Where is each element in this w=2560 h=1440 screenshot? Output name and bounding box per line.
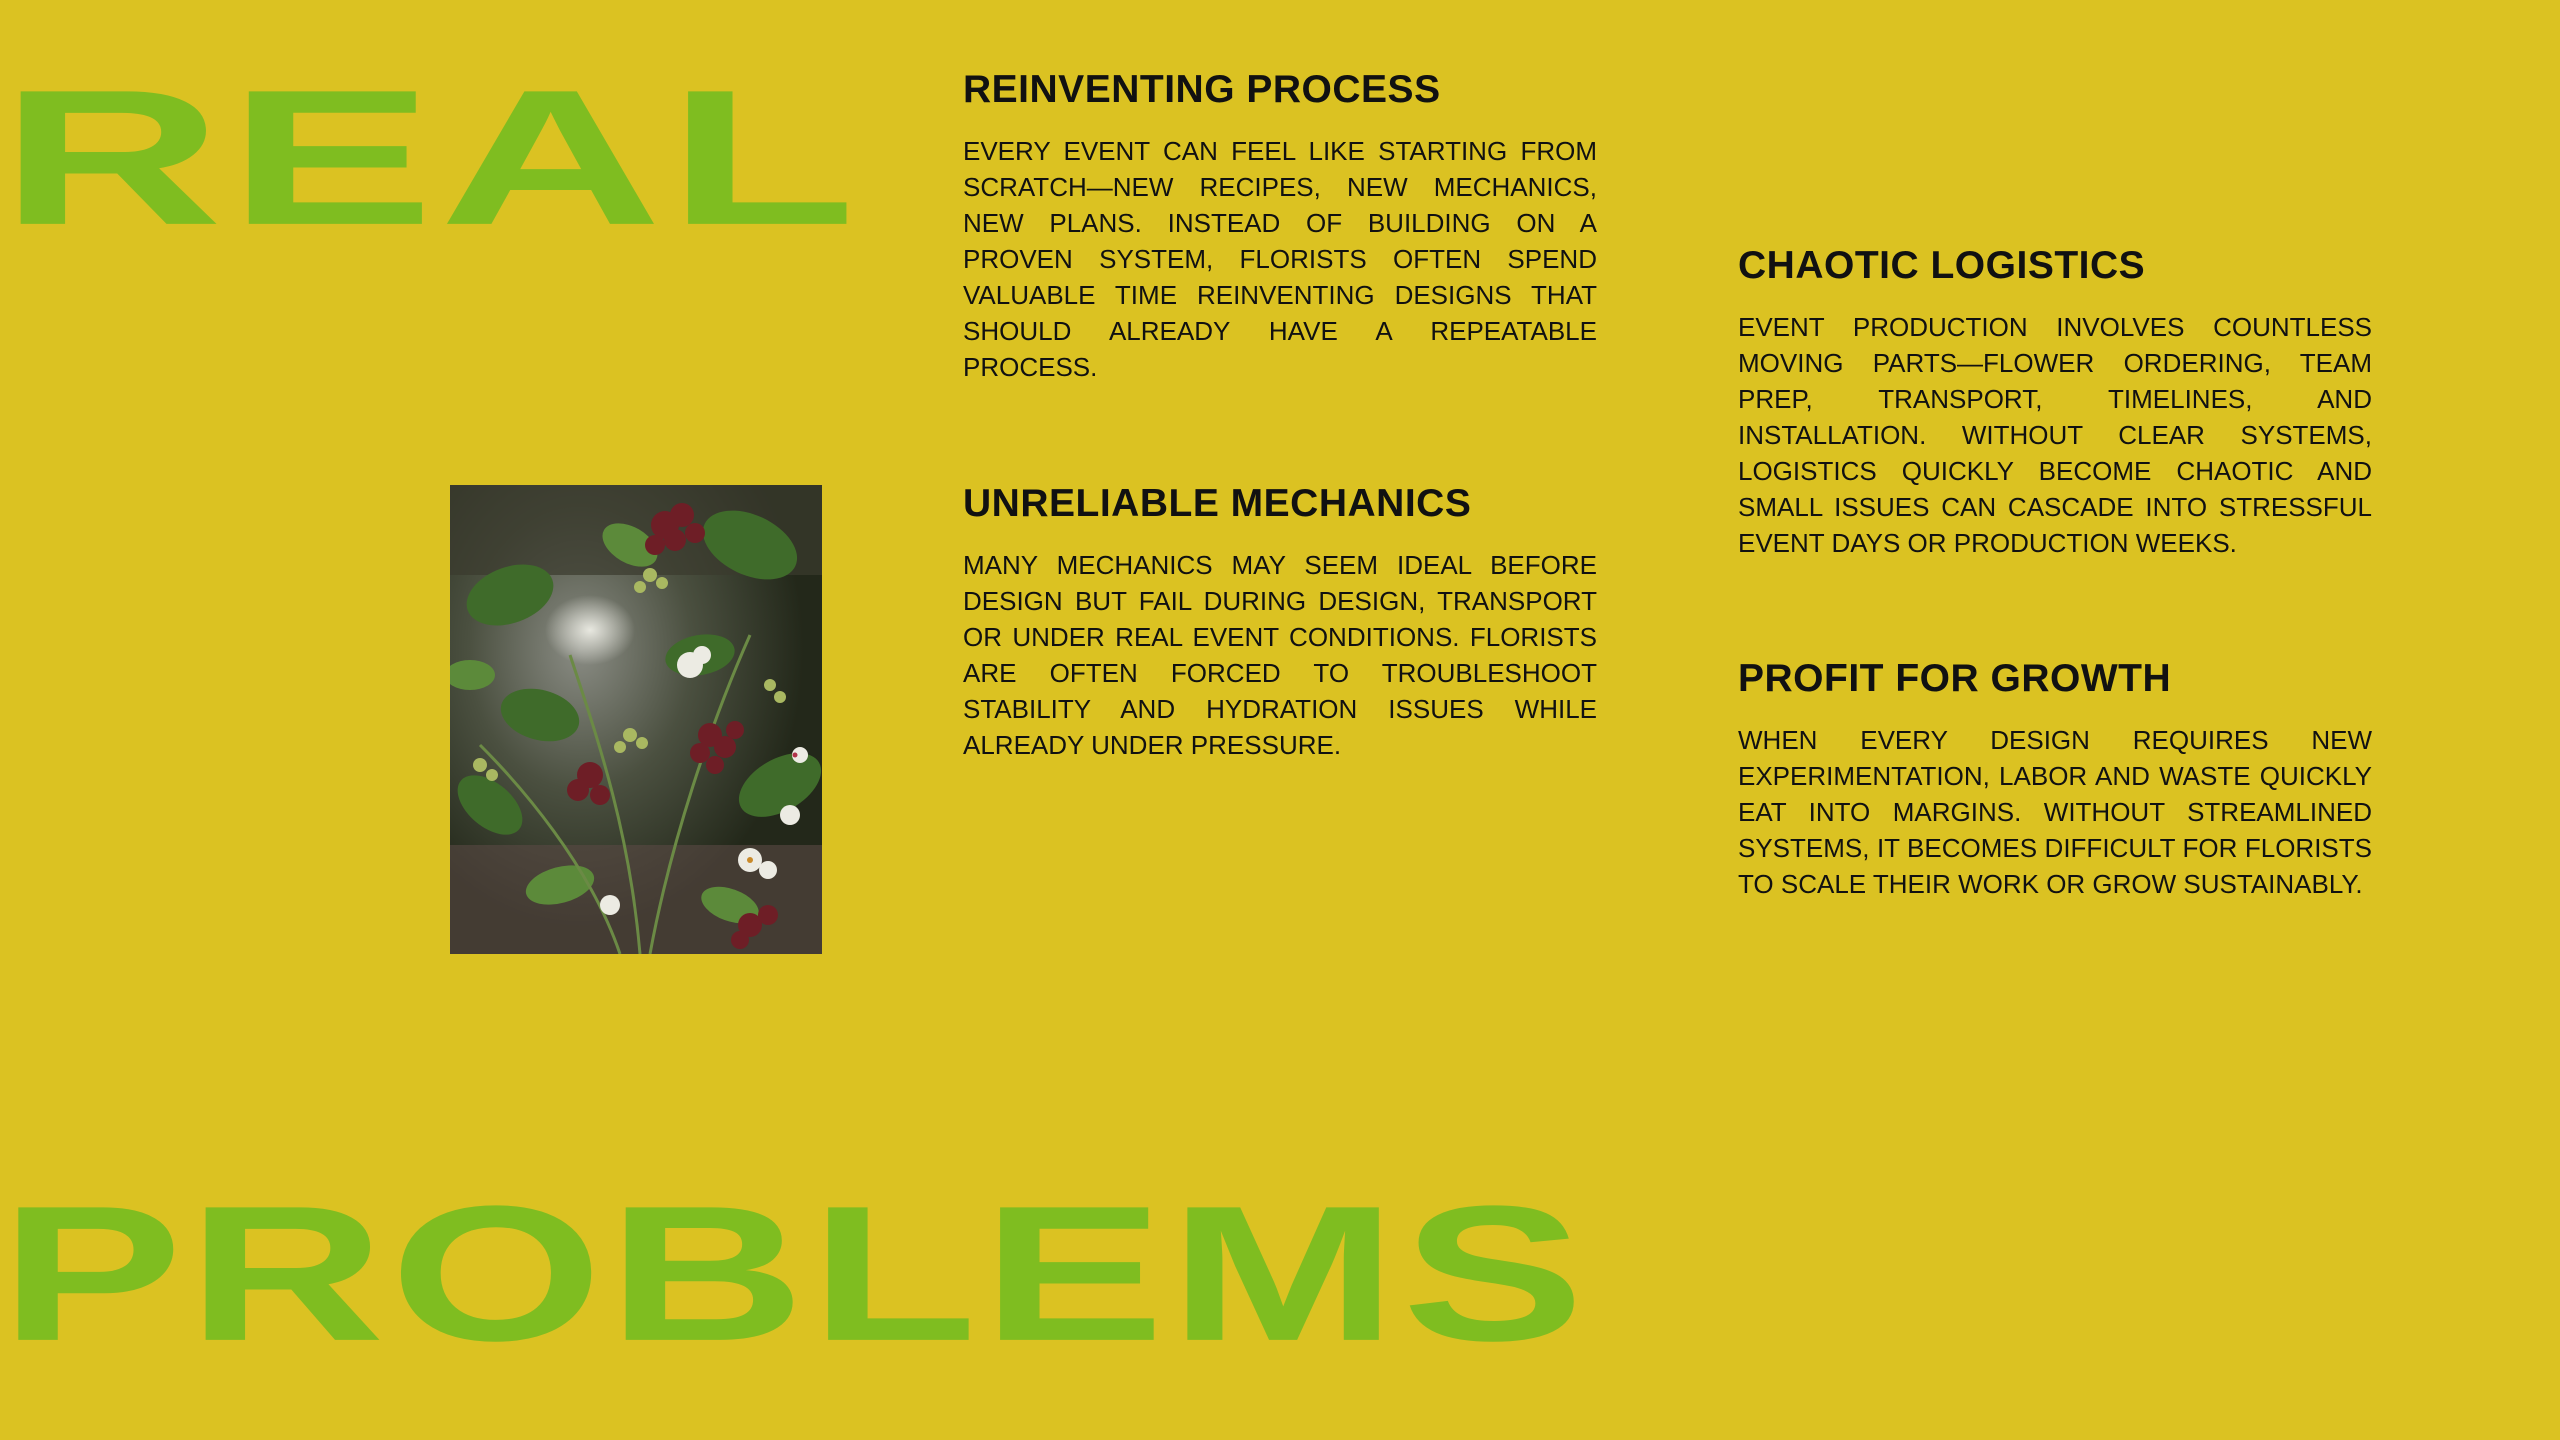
section-title: CHAOTIC LOGISTICS: [1738, 244, 2146, 287]
section-body: EVERY EVENT CAN FEEL LIKE STARTING FROM SCRATCH—NEW RECIPES, NEW MECHANICS, NEW PLANS. INSTEAD OF BUILDING ON A PROVEN SYSTEM, FLORISTS OFTEN SPEND VALUABLE TIME REINVENTING DESIGNS THAT SHOULD ALREADY HAVE A REPEATABLE PROCESS.: [963, 135, 1597, 382]
section-body: WHEN EVERY DESIGN REQUIRES NEW EXPERIMENTATION, LABOR AND WASTE QUICKLY EAT INTO MARGINS. WITHOUT STREAMLINED SYSTEMS, IT BECOMES DIFFICULT FOR FLORISTS TO SCALE THEIR WORK OR GROW SUSTAINABLY.: [1738, 724, 2372, 899]
section-body: MANY MECHANICS MAY SEEM IDEAL BEFORE DESIGN BUT FAIL DURING DESIGN, TRANSPORT OR UNDER REAL EVENT CONDITIONS. FLORISTS ARE OFTEN FORCED TO TROUBLESHOOT STABILITY AND HYDRATION ISSUES WHILE ALREADY UNDER PRESSURE.: [963, 549, 1597, 760]
floral-arrangement-photo: [450, 485, 822, 954]
headline-problems: PROBLEMS: [0, 1166, 1590, 1382]
section-chaotic-logistics: [1738, 244, 2372, 561]
section-reinventing-process: [963, 68, 1597, 385]
section-body: EVENT PRODUCTION INVOLVES COUNTLESS MOVING PARTS—FLOWER ORDERING, TEAM PREP, TRANSPORT, TIMELINES, AND INSTALLATION. WITHOUT CLEAR SYSTEMS, LOGISTICS QUICKLY BECOME CHAOTIC AND SMALL ISSUES CAN CASCADE INTO STRESSFUL EVENT DAYS OR PRODUCTION WEEKS.: [1738, 311, 2372, 558]
section-title: UNRELIABLE MECHANICS: [963, 482, 1472, 525]
headline-real: REAL: [0, 50, 862, 266]
section-profit-for-growth: [1738, 657, 2372, 902]
section-title: REINVENTING PROCESS: [963, 68, 1441, 111]
section-unreliable-mechanics: [963, 482, 1597, 763]
section-title: PROFIT FOR GROWTH: [1738, 657, 2172, 700]
